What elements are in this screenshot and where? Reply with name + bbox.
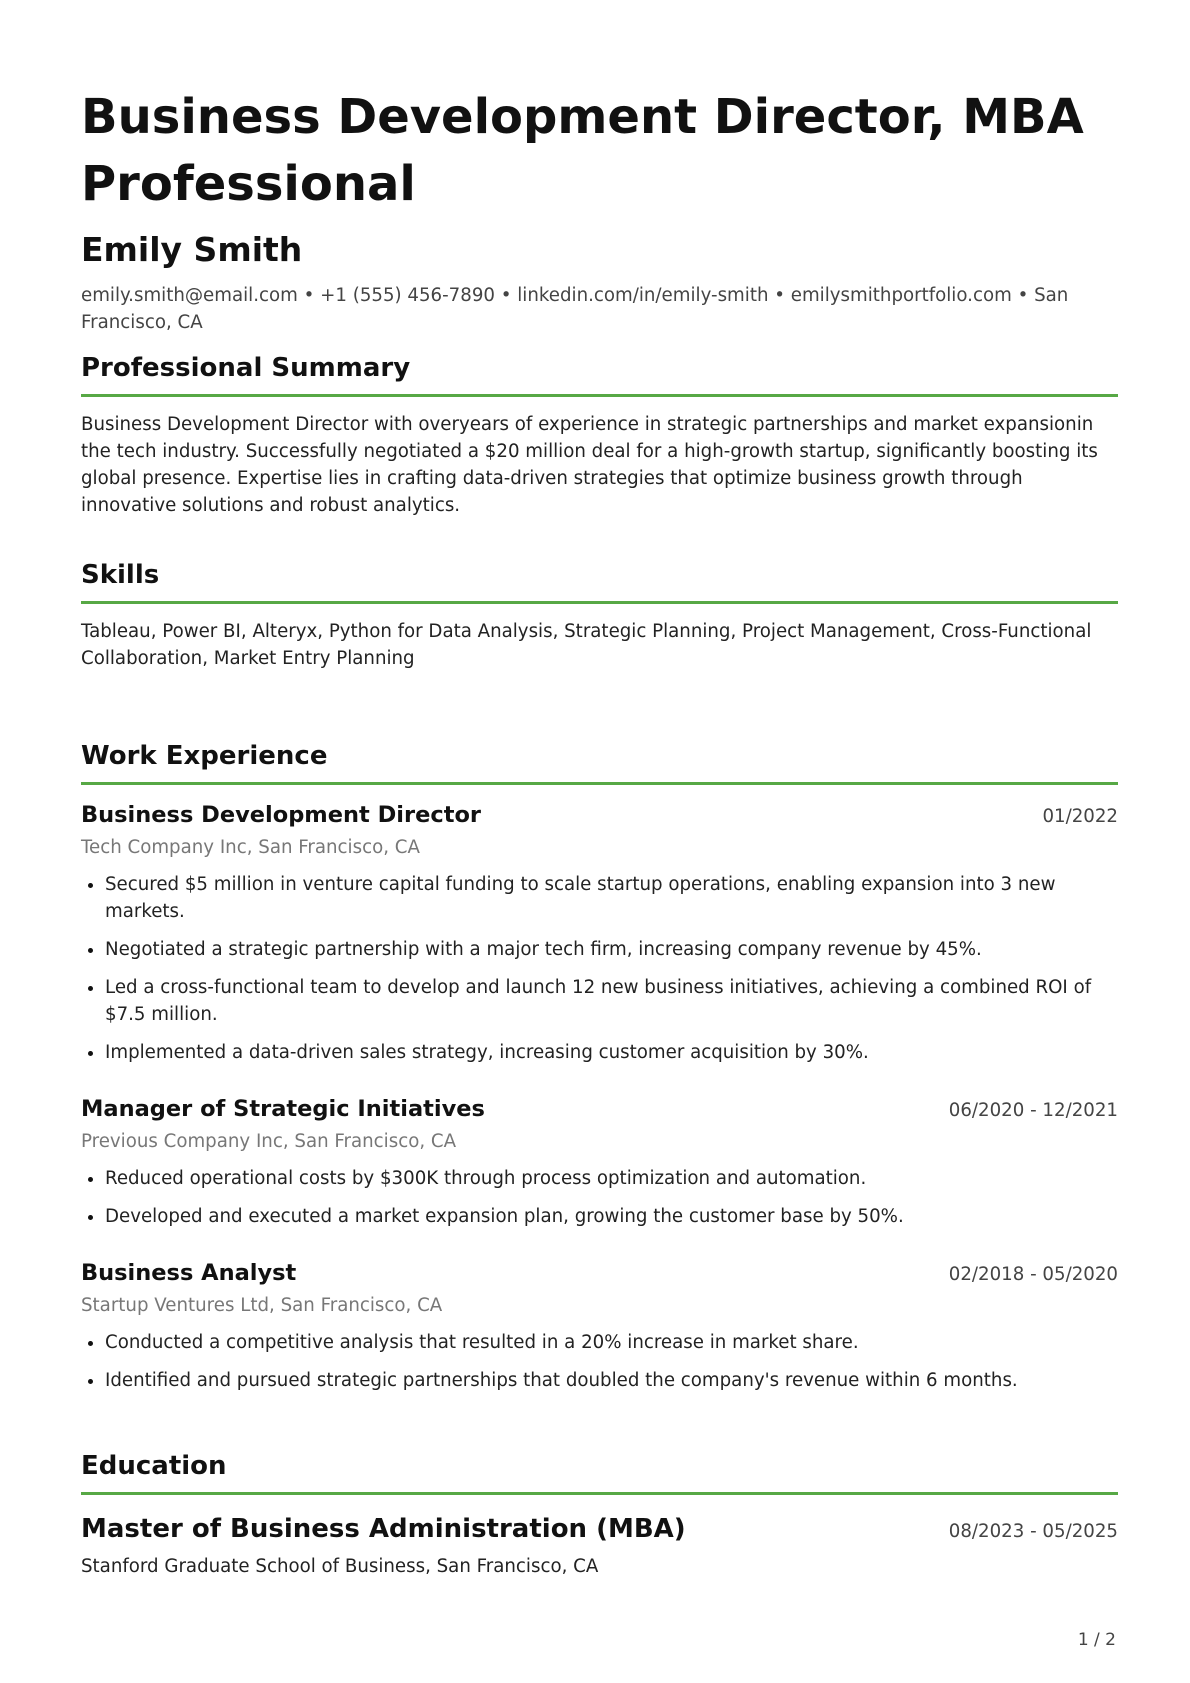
school-name: Stanford Graduate School of Business, San Francisco, CA xyxy=(81,1556,599,1577)
job-bullets xyxy=(81,871,1118,1066)
bullet-item: Identified and pursued strategic partnerships that doubled the company's revenue within 6 months. xyxy=(81,1367,1118,1394)
bullet-item: Implemented a data-driven sales strategy, increasing customer acquisition by 30%. xyxy=(81,1039,1118,1066)
job-date: 02/2018 - 05/2020 xyxy=(948,1264,1118,1285)
section-divider xyxy=(81,782,1118,785)
degree-title: Master of Business Administration (MBA) xyxy=(81,1514,686,1544)
job-entry xyxy=(81,800,1118,1077)
job-title: Business Development Director xyxy=(81,802,482,828)
job-entry xyxy=(81,1094,1118,1241)
job-bullets xyxy=(81,1329,1118,1394)
section-divider xyxy=(81,601,1118,604)
education-section xyxy=(81,1448,1118,1580)
job-entry xyxy=(81,1258,1118,1405)
contact-line: emily.smith@email.com • +1 (555) 456-7890 • linkedin.com/in/emily-smith • emilysmithportfolio.com • San Francisco, CA xyxy=(81,285,1069,333)
bullet-item: Reduced operational costs by $300K through process optimization and automation. xyxy=(81,1165,1118,1192)
job-company: Startup Ventures Ltd, San Francisco, CA xyxy=(81,1295,443,1316)
candidate-name: Emily Smith xyxy=(81,230,303,269)
bullet-item: Negotiated a strategic partnership with a major tech firm, increasing company revenue by 45%. xyxy=(81,936,1118,963)
summary-text: Business Development Director with overyears of experience in strategic partnerships and market expansionin the tech industry. Successfully negotiated a $20 million deal for a high-growth startup, significantly boosting its global presence. Expertise lies in crafting data-driven strategies that optimize business growth through innovative solutions and robust analytics. xyxy=(81,414,1098,516)
experience-section xyxy=(81,738,1118,785)
job-company: Tech Company Inc, San Francisco, CA xyxy=(81,837,420,858)
skills-text: Tableau, Power BI, Alteryx, Python for Data Analysis, Strategic Planning, Project Management, Cross-Functional Collaboration, Market Entry Planning xyxy=(81,621,1092,669)
summary-section xyxy=(81,350,1118,519)
job-date: 06/2020 - 12/2021 xyxy=(948,1100,1118,1121)
bullet-item: Secured $5 million in venture capital funding to scale startup operations, enabling expansion into 3 new markets. xyxy=(81,871,1118,925)
document-title: Business Development Director, MBA Professional xyxy=(81,89,1084,212)
job-bullets xyxy=(81,1165,1118,1230)
skills-heading: Skills xyxy=(81,560,160,590)
job-title: Business Analyst xyxy=(81,1260,297,1286)
education-heading: Education xyxy=(81,1451,227,1481)
skills-section xyxy=(81,557,1118,672)
job-title: Manager of Strategic Initiatives xyxy=(81,1096,485,1122)
bullet-item: Developed and executed a market expansion plan, growing the customer base by 50%. xyxy=(81,1203,1118,1230)
job-company: Previous Company Inc, San Francisco, CA xyxy=(81,1131,457,1152)
bullet-item: Led a cross-functional team to develop and launch 12 new business initiatives, achieving a combined ROI of $7.5 million. xyxy=(81,974,1118,1028)
experience-heading: Work Experience xyxy=(81,741,328,771)
education-date: 08/2023 - 05/2025 xyxy=(948,1521,1118,1542)
page-number: 1 / 2 xyxy=(1077,1630,1116,1650)
section-divider xyxy=(81,394,1118,397)
job-date: 01/2022 xyxy=(1042,806,1118,827)
summary-heading: Professional Summary xyxy=(81,353,411,383)
bullet-item: Conducted a competitive analysis that resulted in a 20% increase in market share. xyxy=(81,1329,1118,1356)
section-divider xyxy=(81,1492,1118,1495)
